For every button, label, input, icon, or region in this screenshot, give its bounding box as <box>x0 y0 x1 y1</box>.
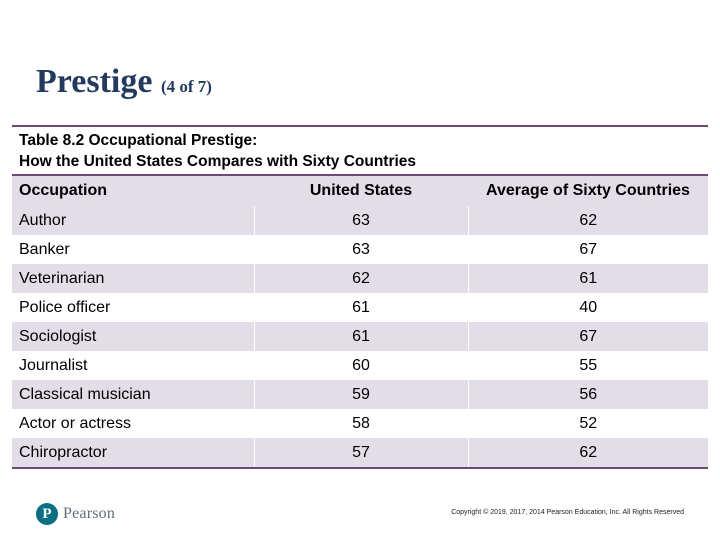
occupation-cell: Banker <box>19 240 70 258</box>
occupation-cell: Actor or actress <box>19 414 132 432</box>
slide-title <box>36 62 212 107</box>
column-header-occupation: Occupation <box>12 175 254 206</box>
table-caption <box>12 125 708 172</box>
average-score-cell: 55 <box>468 351 708 380</box>
pearson-p-icon: P <box>36 503 58 525</box>
average-score-cell: 62 <box>468 206 708 235</box>
occupation-cell: Police officer <box>19 298 111 316</box>
average-score-cell: 62 <box>468 438 708 468</box>
average-score-cell: 67 <box>468 235 708 264</box>
occupation-cell: Chiropractor <box>19 443 108 461</box>
occupation-cell: Sociologist <box>19 327 97 345</box>
occupation-cell: Veterinarian <box>19 269 105 287</box>
column-header-united-states: United States <box>254 175 468 206</box>
average-score-cell: 52 <box>468 409 708 438</box>
table-row <box>12 322 708 351</box>
us-score-cell: 60 <box>254 351 468 380</box>
table-row <box>12 380 708 409</box>
copyright-notice: Copyright © 2019, 2017, 2014 Pearson Education, Inc. All Rights Reserved <box>451 509 684 516</box>
table-row <box>12 351 708 380</box>
caption-line-1: Table 8.2 Occupational Prestige: <box>19 132 258 149</box>
us-score-cell: 57 <box>254 438 468 468</box>
us-score-cell: 62 <box>254 264 468 293</box>
us-score-cell: 61 <box>254 322 468 351</box>
occupation-cell: Author <box>19 211 67 229</box>
slide-part-indicator: (4 of 7) <box>160 77 212 96</box>
average-score-cell: 40 <box>468 293 708 322</box>
us-score-cell: 63 <box>254 206 468 235</box>
table-row <box>12 293 708 322</box>
us-score-cell: 58 <box>254 409 468 438</box>
average-score-cell: 61 <box>468 264 708 293</box>
column-header-average: Average of Sixty Countries <box>468 175 708 206</box>
prestige-table <box>12 174 708 469</box>
us-score-cell: 59 <box>254 380 468 409</box>
table-row <box>12 206 708 235</box>
table-row <box>12 235 708 264</box>
occupation-cell: Journalist <box>19 356 88 374</box>
pearson-logo <box>36 502 115 526</box>
average-score-cell: 56 <box>468 380 708 409</box>
table-row <box>12 409 708 438</box>
average-score-cell: 67 <box>468 322 708 351</box>
us-score-cell: 61 <box>254 293 468 322</box>
us-score-cell: 63 <box>254 235 468 264</box>
table-row <box>12 438 708 468</box>
slide-title-text: Prestige <box>36 63 153 100</box>
table-header-row <box>12 175 708 206</box>
pearson-wordmark: Pearson <box>63 505 116 522</box>
table-row <box>12 264 708 293</box>
caption-line-2: How the United States Compares with Sixty Countries <box>19 153 417 170</box>
occupation-cell: Classical musician <box>19 385 151 403</box>
